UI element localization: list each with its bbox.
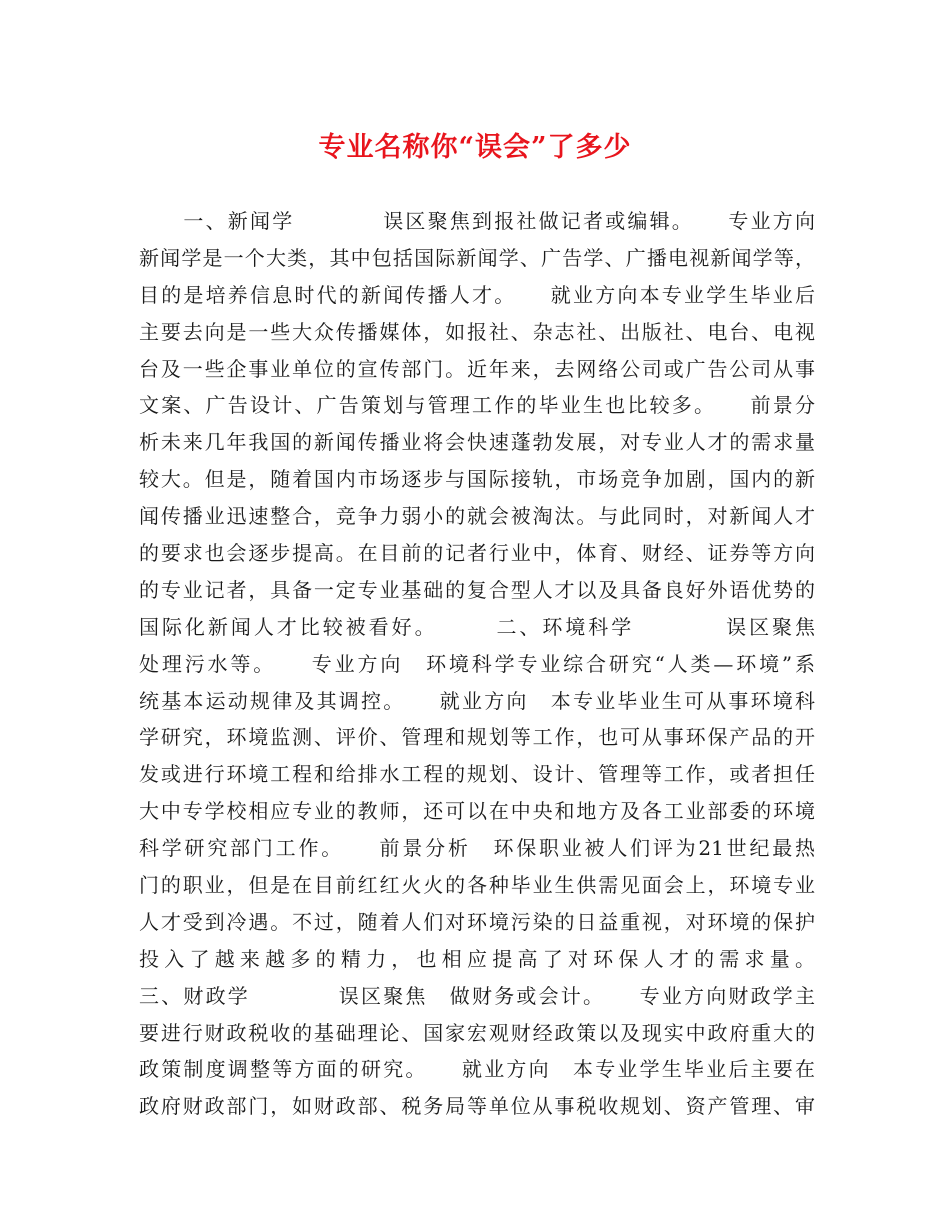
text-line: 台及一些企事业单位的宣传部门。近年来，去网络公司或广告公司从事 — [139, 356, 815, 381]
text-line: 较大。但是，随着国内市场逐步与国际接轨，市场竞争加剧，国内的新 — [139, 467, 815, 492]
text-line: 科学研究部门工作。 前景分析 环保职业被人们评为21世纪最热 — [139, 836, 815, 861]
text-line: 投入了越来越多的精力，也相应提高了对环保人才的需求量。 — [139, 946, 815, 971]
text-line: 处理污水等。 专业方向 环境科学专业综合研究“人类—环境”系 — [139, 651, 815, 676]
text-line: 门的职业，但是在目前红红火火的各种毕业生供需见面会上，环境专业 — [139, 873, 815, 898]
text-line: 政府财政部门，如财政部、税务局等单位从事税收规划、资产管理、审 — [139, 1094, 815, 1119]
text-line: 发或进行环境工程和给排水工程的规划、设计、管理等工作，或者担任 — [139, 762, 815, 787]
text-line: 要进行财政税收的基础理论、国家宏观财经政策以及现实中政府重大的 — [139, 1020, 815, 1045]
text-line: 统基本运动规律及其调控。 就业方向 本专业毕业生可从事环境科 — [139, 688, 815, 713]
text-line: 学研究，环境监测、评价、管理和规划等工作，也可从事环保产品的开 — [139, 725, 815, 750]
text-line: 的专业记者，具备一定专业基础的复合型人才以及具备良好外语优势的 — [139, 577, 815, 602]
document-title: 专业名称你“误会”了多少 — [318, 132, 632, 163]
text-line: 一、新闻学 误区聚焦到报社做记者或编辑。 专业方向 — [139, 209, 815, 233]
document-body — [139, 203, 815, 1125]
text-line: 大中专学校相应专业的教师，还可以在中央和地方及各工业部委的环境 — [139, 799, 815, 824]
text-line: 析未来几年我国的新闻传播业将会快速蓬勃发展，对专业人才的需求量 — [139, 430, 815, 455]
text-line: 国际化新闻人才比较被看好。 二、环境科学 误区聚焦 — [139, 614, 815, 639]
text-line: 的要求也会逐步提高。在目前的记者行业中，体育、财经、证券等方向 — [139, 541, 815, 566]
text-line: 新闻学是一个大类，其中包括国际新闻学、广告学、广播电视新闻学等， — [139, 245, 815, 270]
text-line: 文案、广告设计、广告策划与管理工作的毕业生也比较多。 前景分 — [139, 393, 815, 418]
text-line: 主要去向是一些大众传播媒体，如报社、杂志社、出版社、电台、电视 — [139, 319, 815, 344]
text-line: 政策制度调整等方面的研究。 就业方向 本专业学生毕业后主要在 — [139, 1057, 815, 1082]
text-line: 三、财政学 误区聚焦 做财务或会计。 专业方向财政学主 — [139, 983, 815, 1008]
text-line: 人才受到冷遇。不过，随着人们对环境污染的日益重视，对环境的保护 — [139, 909, 815, 934]
text-line: 目的是培养信息时代的新闻传播人才。 就业方向本专业学生毕业后 — [139, 282, 815, 307]
text-line: 闻传播业迅速整合，竞争力弱小的就会被淘汰。与此同时，对新闻人才 — [139, 504, 815, 529]
